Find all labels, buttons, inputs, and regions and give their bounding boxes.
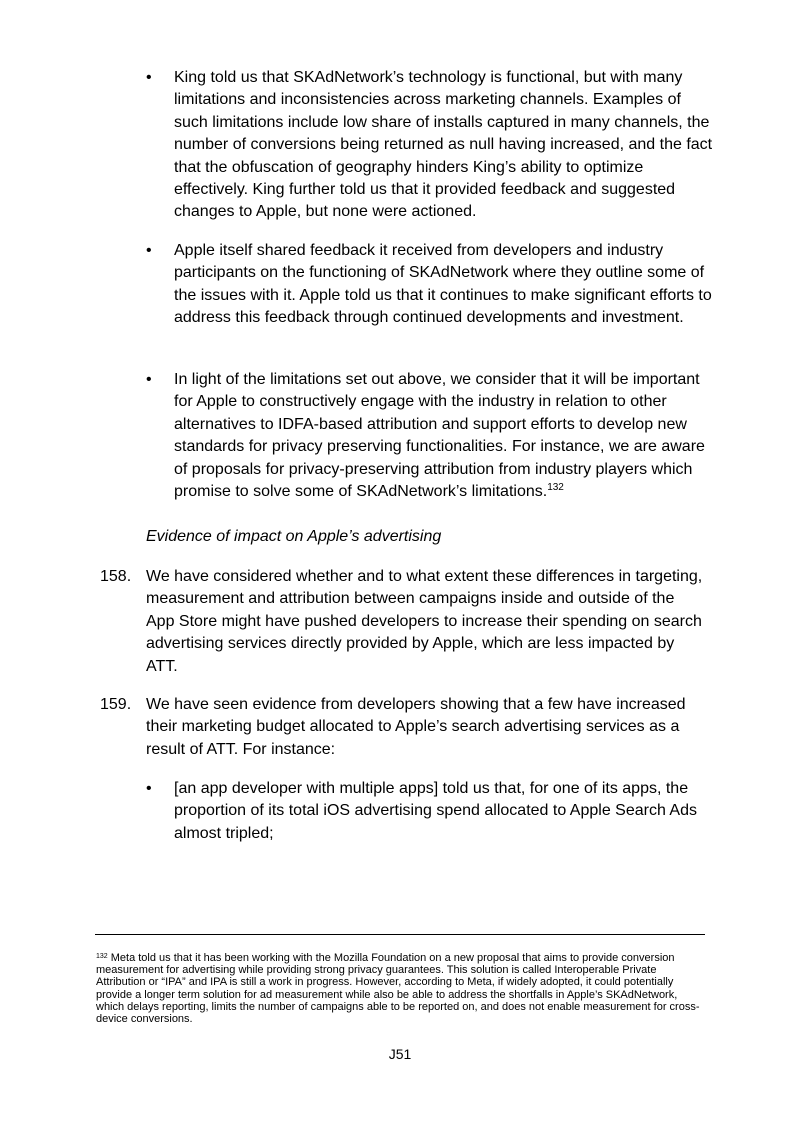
paragraph-number: 159.	[100, 696, 132, 713]
footnote-divider	[95, 934, 705, 935]
bullet-marker: •	[146, 371, 152, 388]
footnote-132	[96, 952, 708, 1025]
bullet-marker: •	[146, 69, 152, 86]
bullet-item-limitations	[146, 369, 716, 503]
bullet-item-apple-feedback	[146, 240, 716, 330]
paragraph-text: We have considered whether and to what extent these differences in targeting, measurement and attribution between campaigns inside and outside of the App Store might have pushed developers to increase their spending on search advertising services directly provided by Apple, which are less impacted by ATT.	[146, 568, 703, 675]
paragraph-text: We have seen evidence from developers showing that a few have increased their marketing budget allocated to Apple’s search advertising services as a result of ATT. For instance:	[146, 696, 686, 758]
bullet-marker: •	[146, 780, 152, 797]
page-number: J51	[388, 1046, 412, 1062]
paragraph-number: 158.	[100, 568, 132, 585]
paragraph-159	[100, 694, 710, 761]
footnote-text: Meta told us that it has been working with the Mozilla Foundation on a new proposal that aims to provide conversion measurement for advertising while providing strong privacy guarantees. This solution is called Interoperable Private Attribution or “IPA” and IPA is still a work in progress. However, according to Meta, if widely adopted, it could potentially provide a longer term solution for ad measurement while also be able to address the shortfalls in Apple’s SKAdNetwork, which delays reporting, limits the number of campaigns able to be reported on, and does not enable measurement for cross-device conversions.	[96, 952, 700, 1026]
bullet-item-app-developer	[146, 778, 716, 845]
section-heading: Evidence of impact on Apple’s advertising	[146, 528, 442, 545]
bullet-item-king	[146, 67, 716, 224]
footnote-reference[interactable]: 132	[547, 482, 564, 494]
bullet-text-body: In light of the limitations set out above, we consider that it will be important for Apple to constructively engage with the industry in relation to other alternatives to IDFA-based attribution and support efforts to develop new standards for privacy preserving functionalities. For instance, we are aware of proposals for privacy-preserving attribution from industry players which promise to solve some of SKAdNetwork’s limitations.	[174, 371, 705, 501]
bullet-text: Apple itself shared feedback it received from developers and industry participants on the functioning of SKAdNetwork where they outline some of the issues with it. Apple told us that it continues to make significant efforts to address this feedback through continued developments and investment.	[174, 242, 712, 327]
bullet-text	[174, 369, 714, 503]
paragraph-158	[100, 566, 710, 678]
bullet-text: [an app developer with multiple apps] told us that, for one of its apps, the proportion of its total iOS advertising spend allocated to Apple Search Ads almost tripled;	[174, 780, 697, 842]
bullet-text: King told us that SKAdNetwork’s technology is functional, but with many limitations and inconsistencies across marketing channels. Examples of such limitations include low share of installs captured in many channels, the number of conversions being returned as null having increased, and the fact that the obfuscation of geography hinders King’s ability to optimize effectively. King further told us that it provided feedback and suggested changes to Apple, but none were actioned.	[174, 69, 713, 221]
bullet-marker: •	[146, 242, 152, 259]
footnote-number: 132	[96, 953, 108, 960]
